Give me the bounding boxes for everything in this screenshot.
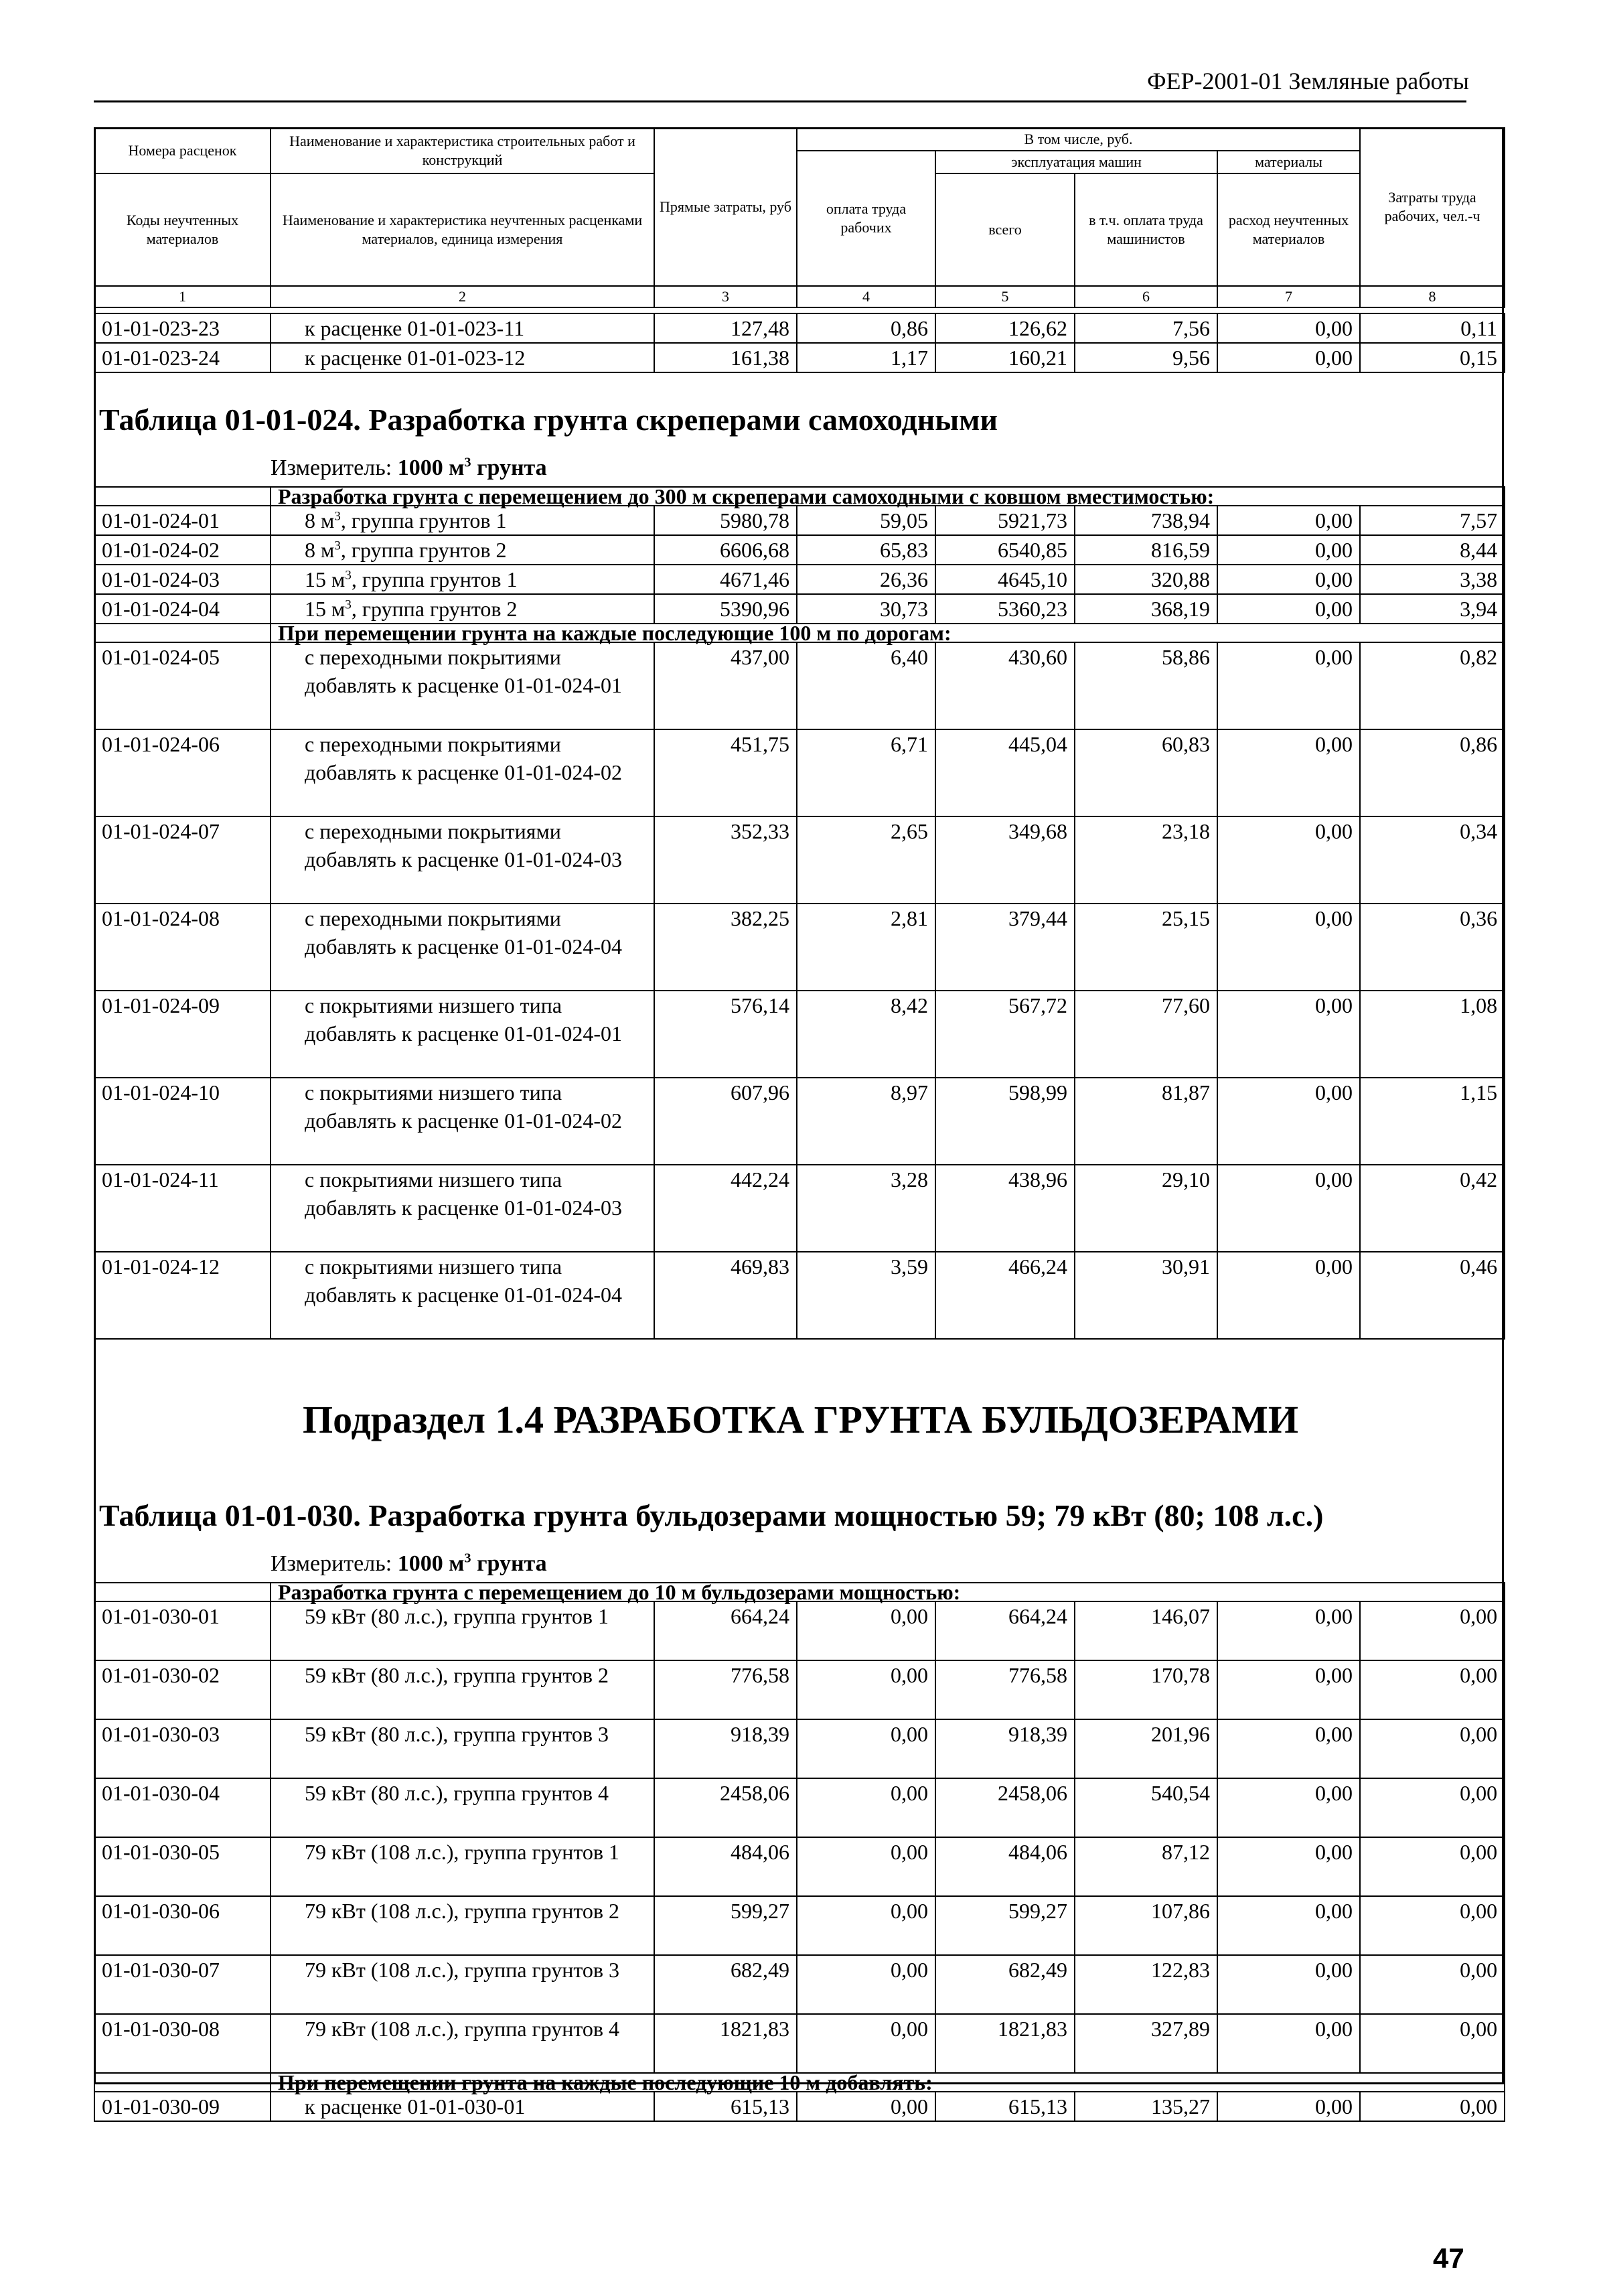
table-row xyxy=(94,1896,1505,1955)
labor-hours: 0,15 xyxy=(1360,343,1505,372)
machine-total: 567,72 xyxy=(935,991,1075,1078)
table-row xyxy=(94,313,1505,343)
rate-code: 01-01-024-05 xyxy=(94,642,271,729)
header-col8: Затраты труда рабочих, чел.-ч xyxy=(1360,128,1505,286)
table-row xyxy=(94,991,1505,1078)
machine-total: 776,58 xyxy=(935,1660,1075,1719)
work-name-part: , группа грунтов 2 xyxy=(340,538,507,562)
machinist-pay: 25,15 xyxy=(1075,904,1217,991)
machinist-pay: 170,78 xyxy=(1075,1660,1217,1719)
work-name: с переходными покрытиями добавлять к расценке 01-01-024-03 xyxy=(271,816,654,904)
machinist-pay: 816,59 xyxy=(1075,535,1217,565)
work-name-part: , группа грунтов 1 xyxy=(340,508,507,532)
table-030-measure-label: Измеритель: xyxy=(271,1551,392,1576)
labor-pay: 0,00 xyxy=(797,2092,935,2121)
table-row xyxy=(94,1601,1505,1660)
labor-hours: 0,86 xyxy=(1360,729,1505,816)
labor-hours: 0,00 xyxy=(1360,1719,1505,1778)
labor-pay: 0,00 xyxy=(797,1896,935,1955)
rate-code: 01-01-030-05 xyxy=(94,1837,271,1896)
table-024-section-2-label: При перемещении грунта на каждые последующие 100 м по дорогам: xyxy=(271,624,1505,642)
machinist-pay: 122,83 xyxy=(1075,1955,1217,2014)
direct-cost: 5980,78 xyxy=(654,506,797,535)
machinist-pay: 87,12 xyxy=(1075,1837,1217,1896)
table-030-section-2-label: При перемещении грунта на каждые последующие 10 м добавлять: xyxy=(271,2073,1505,2092)
table-row xyxy=(94,2092,1505,2121)
machinist-pay: 81,87 xyxy=(1075,1078,1217,1165)
rate-code: 01-01-024-11 xyxy=(94,1165,271,1252)
work-name: с покрытиями низшего типа добавлять к расценке 01-01-024-04 xyxy=(271,1252,654,1339)
work-name: 59 кВт (80 л.с.), группа грунтов 4 xyxy=(271,1778,654,1837)
work-name: 79 кВт (108 л.с.), группа грунтов 2 xyxy=(271,1896,654,1955)
direct-cost: 5390,96 xyxy=(654,594,797,624)
materials-cost: 0,00 xyxy=(1217,642,1360,729)
labor-pay: 0,00 xyxy=(797,1601,935,1660)
machine-total: 599,27 xyxy=(935,1896,1075,1955)
machine-total: 6540,85 xyxy=(935,535,1075,565)
materials-cost: 0,00 xyxy=(1217,729,1360,816)
header-col2-top: Наименование и характеристика строительных работ и конструкций xyxy=(271,128,654,173)
machine-total: 126,62 xyxy=(935,313,1075,343)
work-name: 59 кВт (80 л.с.), группа грунтов 1 xyxy=(271,1601,654,1660)
materials-cost: 0,00 xyxy=(1217,1778,1360,1837)
rate-code: 01-01-024-09 xyxy=(94,991,271,1078)
table-024-section-2 xyxy=(94,624,1505,642)
running-header-text: ФЕР-2001-01 Земляные работы xyxy=(1147,68,1469,94)
labor-pay: 0,00 xyxy=(797,1837,935,1896)
materials-cost: 0,00 xyxy=(1217,313,1360,343)
header-num-6: 6 xyxy=(1075,286,1217,307)
section-spacer xyxy=(94,624,271,642)
labor-hours: 0,82 xyxy=(1360,642,1505,729)
table-024-measure-unit: грунта xyxy=(471,455,547,480)
machine-total: 160,21 xyxy=(935,343,1075,372)
rate-code: 01-01-024-08 xyxy=(94,904,271,991)
table-row xyxy=(94,642,1505,729)
labor-pay: 2,81 xyxy=(797,904,935,991)
machine-total: 379,44 xyxy=(935,904,1075,991)
work-name: 79 кВт (108 л.с.), группа грунтов 1 xyxy=(271,1837,654,1896)
machine-total: 5360,23 xyxy=(935,594,1075,624)
work-name xyxy=(271,506,654,535)
machine-total: 438,96 xyxy=(935,1165,1075,1252)
direct-cost: 6606,68 xyxy=(654,535,797,565)
rate-code: 01-01-023-23 xyxy=(94,313,271,343)
direct-cost: 599,27 xyxy=(654,1896,797,1955)
table-024-section-1 xyxy=(94,487,1505,506)
rate-code: 01-01-024-06 xyxy=(94,729,271,816)
machine-total: 4645,10 xyxy=(935,565,1075,594)
machine-total: 598,99 xyxy=(935,1078,1075,1165)
work-name: с переходными покрытиями добавлять к расценке 01-01-024-04 xyxy=(271,904,654,991)
rate-code: 01-01-024-02 xyxy=(94,535,271,565)
work-name-part: 15 м xyxy=(305,567,346,591)
header-col1-bottom: Коды неучтенных материалов xyxy=(94,173,271,286)
machinist-pay: 540,54 xyxy=(1075,1778,1217,1837)
running-header xyxy=(94,66,1469,102)
materials-cost: 0,00 xyxy=(1217,2092,1360,2121)
machine-total: 466,24 xyxy=(935,1252,1075,1339)
materials-cost: 0,00 xyxy=(1217,1955,1360,2014)
labor-hours: 0,00 xyxy=(1360,2014,1505,2073)
materials-cost: 0,00 xyxy=(1217,343,1360,372)
labor-pay: 65,83 xyxy=(797,535,935,565)
header-group: В том числе, руб. xyxy=(797,128,1360,151)
header-num-8: 8 xyxy=(1360,286,1505,307)
materials-cost: 0,00 xyxy=(1217,1078,1360,1165)
labor-hours: 0,00 xyxy=(1360,1660,1505,1719)
header-num-3: 3 xyxy=(654,286,797,307)
rate-code: 01-01-030-07 xyxy=(94,1955,271,2014)
labor-pay: 6,40 xyxy=(797,642,935,729)
direct-cost: 484,06 xyxy=(654,1837,797,1896)
direct-cost: 607,96 xyxy=(654,1078,797,1165)
labor-pay: 0,00 xyxy=(797,1660,935,1719)
direct-cost: 776,58 xyxy=(654,1660,797,1719)
table-030-measure xyxy=(271,1551,547,1577)
materials-cost: 0,00 xyxy=(1217,565,1360,594)
direct-cost: 437,00 xyxy=(654,642,797,729)
materials-cost: 0,00 xyxy=(1217,904,1360,991)
machinist-pay: 23,18 xyxy=(1075,816,1217,904)
labor-pay: 26,36 xyxy=(797,565,935,594)
materials-cost: 0,00 xyxy=(1217,594,1360,624)
machinist-pay: 7,56 xyxy=(1075,313,1217,343)
direct-cost: 682,49 xyxy=(654,1955,797,2014)
machinist-pay: 29,10 xyxy=(1075,1165,1217,1252)
materials-cost: 0,00 xyxy=(1217,1660,1360,1719)
table-row xyxy=(94,1778,1505,1837)
header-num-1: 1 xyxy=(94,286,271,307)
labor-hours: 0,00 xyxy=(1360,1955,1505,2014)
work-name: к расценке 01-01-030-01 xyxy=(271,2092,654,2121)
header-materials: материалы xyxy=(1217,151,1360,173)
table-024-title: Таблица 01-01-024. Разработка грунта скреперами самоходными xyxy=(99,403,998,437)
header-col6: в т.ч. оплата труда машинистов xyxy=(1075,173,1217,286)
table-030-measure-value: 1000 м xyxy=(397,1551,465,1576)
table-030-section-1 xyxy=(94,1583,1505,1601)
header-col1-top: Номера расценок xyxy=(94,128,271,173)
materials-cost: 0,00 xyxy=(1217,1165,1360,1252)
labor-pay: 0,00 xyxy=(797,1719,935,1778)
direct-cost: 1821,83 xyxy=(654,2014,797,2073)
labor-hours: 0,00 xyxy=(1360,1896,1505,1955)
direct-cost: 161,38 xyxy=(654,343,797,372)
work-name: с переходными покрытиями добавлять к расценке 01-01-024-01 xyxy=(271,642,654,729)
rate-code: 01-01-024-04 xyxy=(94,594,271,624)
labor-hours: 0,46 xyxy=(1360,1252,1505,1339)
header-num-5: 5 xyxy=(935,286,1075,307)
work-name: с покрытиями низшего типа добавлять к расценке 01-01-024-02 xyxy=(271,1078,654,1165)
header-col2-bottom: Наименование и характеристика неучтенных расценками материалов, единица измерения xyxy=(271,173,654,286)
materials-cost: 0,00 xyxy=(1217,991,1360,1078)
work-name-part: 8 м xyxy=(305,508,335,532)
materials-cost: 0,00 xyxy=(1217,1896,1360,1955)
work-name xyxy=(271,565,654,594)
work-name: 59 кВт (80 л.с.), группа грунтов 3 xyxy=(271,1719,654,1778)
table-row xyxy=(94,594,1505,624)
materials-cost: 0,00 xyxy=(1217,1837,1360,1896)
section-spacer xyxy=(94,1583,271,1601)
labor-pay: 8,97 xyxy=(797,1078,935,1165)
header-col3: Прямые затраты, руб xyxy=(654,128,797,286)
direct-cost: 442,24 xyxy=(654,1165,797,1252)
rate-code: 01-01-024-03 xyxy=(94,565,271,594)
machinist-pay: 201,96 xyxy=(1075,1719,1217,1778)
table-024 xyxy=(94,486,1505,1340)
table-row xyxy=(94,2014,1505,2073)
page-number: 47 xyxy=(1433,2242,1464,2274)
direct-cost: 918,39 xyxy=(654,1719,797,1778)
materials-cost: 0,00 xyxy=(1217,506,1360,535)
labor-hours: 7,57 xyxy=(1360,506,1505,535)
header-num-7: 7 xyxy=(1217,286,1360,307)
materials-cost: 0,00 xyxy=(1217,1252,1360,1339)
machinist-pay: 77,60 xyxy=(1075,991,1217,1078)
table-030-section-1-label: Разработка грунта с перемещением до 10 м бульдозерами мощностью: xyxy=(271,1583,1505,1601)
table-row xyxy=(94,1660,1505,1719)
machinist-pay: 60,83 xyxy=(1075,729,1217,816)
table-row xyxy=(94,1719,1505,1778)
work-name-part: 8 м xyxy=(305,538,335,562)
labor-pay: 30,73 xyxy=(797,594,935,624)
table-row xyxy=(94,1837,1505,1896)
labor-hours: 3,38 xyxy=(1360,565,1505,594)
direct-cost: 127,48 xyxy=(654,313,797,343)
labor-hours: 3,94 xyxy=(1360,594,1505,624)
work-name: к расценке 01-01-023-11 xyxy=(271,313,654,343)
table-030-measure-unit: грунта xyxy=(471,1551,547,1576)
direct-cost: 352,33 xyxy=(654,816,797,904)
materials-cost: 0,00 xyxy=(1217,1601,1360,1660)
labor-hours: 0,42 xyxy=(1360,1165,1505,1252)
work-name: к расценке 01-01-023-12 xyxy=(271,343,654,372)
machinist-pay: 58,86 xyxy=(1075,642,1217,729)
table-row xyxy=(94,904,1505,991)
table-024-measure xyxy=(271,455,547,481)
header-machines: эксплуатация машин xyxy=(935,151,1217,173)
labor-pay: 8,42 xyxy=(797,991,935,1078)
labor-pay: 2,65 xyxy=(797,816,935,904)
header-col4: оплата труда рабочих xyxy=(797,151,935,286)
header-col5: всего xyxy=(935,173,1075,286)
machine-total: 484,06 xyxy=(935,1837,1075,1896)
labor-hours: 0,00 xyxy=(1360,1601,1505,1660)
machine-total: 430,60 xyxy=(935,642,1075,729)
work-name: с переходными покрытиями добавлять к расценке 01-01-024-02 xyxy=(271,729,654,816)
work-name xyxy=(271,535,654,565)
direct-cost: 469,83 xyxy=(654,1252,797,1339)
rate-code: 01-01-024-01 xyxy=(94,506,271,535)
work-name xyxy=(271,594,654,624)
materials-cost: 0,00 xyxy=(1217,535,1360,565)
rate-code: 01-01-030-04 xyxy=(94,1778,271,1837)
labor-pay: 0,00 xyxy=(797,2014,935,2073)
table-024-measure-value: 1000 м xyxy=(397,455,465,480)
rate-code: 01-01-030-03 xyxy=(94,1719,271,1778)
work-name: с покрытиями низшего типа добавлять к расценке 01-01-024-01 xyxy=(271,991,654,1078)
table-row xyxy=(94,1078,1505,1165)
labor-pay: 3,28 xyxy=(797,1165,935,1252)
labor-hours: 8,44 xyxy=(1360,535,1505,565)
labor-hours: 0,36 xyxy=(1360,904,1505,991)
rate-code: 01-01-024-10 xyxy=(94,1078,271,1165)
rate-code: 01-01-030-06 xyxy=(94,1896,271,1955)
machinist-pay: 368,19 xyxy=(1075,594,1217,624)
rate-code: 01-01-024-07 xyxy=(94,816,271,904)
rate-code: 01-01-023-24 xyxy=(94,343,271,372)
machine-total: 5921,73 xyxy=(935,506,1075,535)
section-spacer xyxy=(94,487,271,506)
machinist-pay: 135,27 xyxy=(1075,2092,1217,2121)
machine-total: 664,24 xyxy=(935,1601,1075,1660)
work-name-sup: 3 xyxy=(345,597,352,612)
subsection-title: Подраздел 1.4 РАЗРАБОТКА ГРУНТА БУЛЬДОЗЕРАМИ xyxy=(303,1398,1298,1441)
table-030 xyxy=(94,1582,1505,2122)
labor-hours: 0,00 xyxy=(1360,1837,1505,1896)
section-spacer xyxy=(94,2073,271,2092)
rate-code: 01-01-024-12 xyxy=(94,1252,271,1339)
work-name: 59 кВт (80 л.с.), группа грунтов 2 xyxy=(271,1660,654,1719)
machine-total: 682,49 xyxy=(935,1955,1075,2014)
table-row xyxy=(94,1252,1505,1339)
machine-total: 1821,83 xyxy=(935,2014,1075,2073)
materials-cost: 0,00 xyxy=(1217,1719,1360,1778)
labor-pay: 3,59 xyxy=(797,1252,935,1339)
labor-hours: 0,34 xyxy=(1360,816,1505,904)
labor-pay: 0,86 xyxy=(797,313,935,343)
table-024-section-1-label: Разработка грунта с перемещением до 300 м скреперами самоходными с ковшом вместимостью: xyxy=(271,487,1505,506)
table-024-measure-label: Измеритель: xyxy=(271,455,392,480)
labor-pay: 59,05 xyxy=(797,506,935,535)
direct-cost: 576,14 xyxy=(654,991,797,1078)
machinist-pay: 146,07 xyxy=(1075,1601,1217,1660)
rate-code: 01-01-030-08 xyxy=(94,2014,271,2073)
labor-hours: 1,08 xyxy=(1360,991,1505,1078)
table-row xyxy=(94,816,1505,904)
labor-pay: 0,00 xyxy=(797,1778,935,1837)
header-num-4: 4 xyxy=(797,286,935,307)
direct-cost: 4671,46 xyxy=(654,565,797,594)
machine-total: 349,68 xyxy=(935,816,1075,904)
direct-cost: 615,13 xyxy=(654,2092,797,2121)
table-row xyxy=(94,1955,1505,2014)
materials-cost: 0,00 xyxy=(1217,2014,1360,2073)
table-row xyxy=(94,343,1505,372)
machinist-pay: 107,86 xyxy=(1075,1896,1217,1955)
work-name-part: 15 м xyxy=(305,597,346,621)
machinist-pay: 320,88 xyxy=(1075,565,1217,594)
table-row xyxy=(94,729,1505,816)
materials-cost: 0,00 xyxy=(1217,816,1360,904)
machine-total: 918,39 xyxy=(935,1719,1075,1778)
work-name: с покрытиями низшего типа добавлять к расценке 01-01-024-03 xyxy=(271,1165,654,1252)
work-name-sup: 3 xyxy=(334,539,341,553)
rate-code: 01-01-030-09 xyxy=(94,2092,271,2121)
machinist-pay: 738,94 xyxy=(1075,506,1217,535)
table-024-measure-sup: 3 xyxy=(464,455,471,470)
work-name-part: , группа грунтов 1 xyxy=(351,567,518,591)
header-num-2: 2 xyxy=(271,286,654,307)
machinist-pay: 327,89 xyxy=(1075,2014,1217,2073)
table-030-measure-sup: 3 xyxy=(464,1551,471,1566)
labor-hours: 1,15 xyxy=(1360,1078,1505,1165)
table-row xyxy=(94,535,1505,565)
table-030-title: Таблица 01-01-030. Разработка грунта бульдозерами мощностью 59; 79 кВт (80; 108 л.с.) xyxy=(99,1498,1324,1532)
work-name-part: , группа грунтов 2 xyxy=(351,597,518,621)
table-030-section-2 xyxy=(94,2073,1505,2092)
labor-hours: 0,00 xyxy=(1360,1778,1505,1837)
rate-code: 01-01-030-01 xyxy=(94,1601,271,1660)
header-col7: расход неучтенных материалов xyxy=(1217,173,1360,286)
machine-total: 445,04 xyxy=(935,729,1075,816)
rate-code: 01-01-030-02 xyxy=(94,1660,271,1719)
direct-cost: 451,75 xyxy=(654,729,797,816)
table-row xyxy=(94,506,1505,535)
machinist-pay: 9,56 xyxy=(1075,343,1217,372)
work-name: 79 кВт (108 л.с.), группа грунтов 4 xyxy=(271,2014,654,2073)
direct-cost: 382,25 xyxy=(654,904,797,991)
labor-pay: 6,71 xyxy=(797,729,935,816)
table-row xyxy=(94,565,1505,594)
machine-total: 615,13 xyxy=(935,2092,1075,2121)
labor-pay: 0,00 xyxy=(797,1955,935,2014)
labor-pay: 1,17 xyxy=(797,343,935,372)
work-name: 79 кВт (108 л.с.), группа грунтов 3 xyxy=(271,1955,654,2014)
labor-hours: 0,11 xyxy=(1360,313,1505,343)
column-header-table xyxy=(94,127,1505,308)
table-023-rows xyxy=(94,313,1505,373)
labor-hours: 0,00 xyxy=(1360,2092,1505,2121)
work-name-sup: 3 xyxy=(345,568,352,583)
machinist-pay: 30,91 xyxy=(1075,1252,1217,1339)
machine-total: 2458,06 xyxy=(935,1778,1075,1837)
work-name-sup: 3 xyxy=(334,509,341,524)
table-row xyxy=(94,1165,1505,1252)
direct-cost: 664,24 xyxy=(654,1601,797,1660)
direct-cost: 2458,06 xyxy=(654,1778,797,1837)
